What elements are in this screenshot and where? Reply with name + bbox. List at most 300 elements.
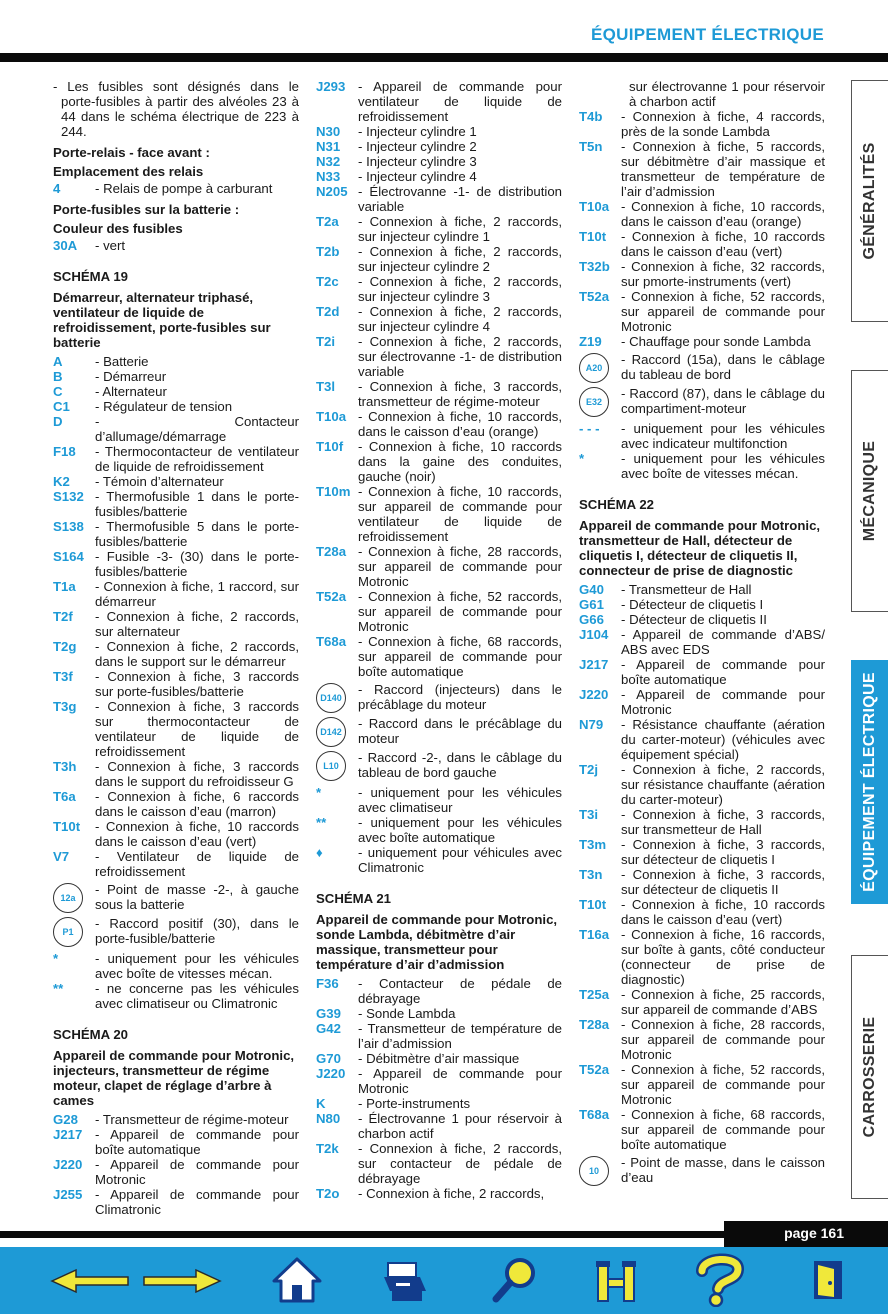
legend-description: - Appareil de commande pour Motronic <box>358 1066 562 1096</box>
legend-key: 30A <box>53 238 78 253</box>
legend-entry <box>53 489 299 519</box>
legend-description: - Raccord -2-, dans le câblage du tableau de bord gauche <box>358 750 562 780</box>
legend-entry <box>316 1006 562 1021</box>
legend-entry <box>316 845 562 875</box>
legend-key: T10m <box>316 484 351 499</box>
legend-key: T2k <box>316 1141 339 1156</box>
connector-symbol: P1 <box>53 917 83 947</box>
legend-description: - Thermofusible 1 dans le porte-fusibles/batterie <box>95 489 299 519</box>
legend-entry <box>53 414 299 444</box>
legend-entry <box>579 657 825 687</box>
legend-key: G39 <box>316 1006 341 1021</box>
legend-description: - Transmetteur de Hall <box>621 582 825 597</box>
legend-description: - Injecteur cylindre 4 <box>358 169 562 184</box>
legend-entry <box>579 807 825 837</box>
legend-key: T10t <box>53 819 81 834</box>
legend-key: J104 <box>579 627 609 642</box>
section-heading: Appareil de commande pour Motronic, sonde Lambda, débitmètre d’air massique, transmetteur pour température d’air d’admission <box>316 912 558 972</box>
legend-entry <box>53 399 299 414</box>
legend-key: T1a <box>53 579 76 594</box>
legend-description: - Alternateur <box>95 384 299 399</box>
legend-entry <box>316 815 562 845</box>
schema-title: SCHÉMA 21 <box>316 891 391 906</box>
section-subheading: Couleur des fusibles <box>53 221 183 236</box>
navigation-bar <box>0 1247 888 1314</box>
legend-key: T52a <box>579 289 610 304</box>
legend-key: ** <box>53 981 64 996</box>
legend-description: - Raccord positif (30), dans le porte-fusible/batterie <box>95 916 299 946</box>
legend-entry <box>53 369 299 384</box>
legend-description: - Thermocontacteur de ventilateur de liquide de refroidissement <box>95 444 299 474</box>
legend-description: - Chauffage pour sonde Lambda <box>621 334 825 349</box>
legend-key: T5n <box>579 139 603 154</box>
tab-generalites-label: GÉNÉRALITÉS <box>861 142 878 260</box>
legend-description: - Connexion à fiche, 2 raccords, sur injecteur cylindre 4 <box>358 304 562 334</box>
legend-key: T25a <box>579 987 610 1002</box>
legend-key: N79 <box>579 717 604 732</box>
legend-description: - vert <box>95 238 299 253</box>
legend-entry <box>579 927 825 987</box>
legend-key: A <box>53 354 63 369</box>
legend-key: ♦ <box>316 845 323 860</box>
legend-entry <box>53 639 299 669</box>
legend-entry <box>579 627 825 657</box>
legend-description: - Connexion à fiche, 16 raccords, sur boîte à gants, côté conducteur (connecteur de prise de diagnostic) <box>621 927 825 987</box>
legend-key: T68a <box>316 634 347 649</box>
legend-entry <box>316 79 562 124</box>
legend-entry <box>579 867 825 897</box>
legend-key: G42 <box>316 1021 341 1036</box>
column-middle <box>316 79 562 1201</box>
legend-entry <box>53 384 299 399</box>
legend-entry-circled <box>316 751 562 781</box>
legend-description: - uniquement pour véhicules avec Climatronic <box>358 845 562 875</box>
legend-key: T52a <box>579 1062 610 1077</box>
legend-description: - Connexion à fiche, 52 raccords, sur appareil de commande pour Motronic <box>621 289 825 334</box>
legend-entry <box>316 976 562 1006</box>
legend-entry-circled <box>579 353 825 383</box>
connector-symbol: L10 <box>316 751 346 781</box>
legend-entry <box>579 897 825 927</box>
legend-key: C <box>53 384 63 399</box>
legend-key: T4b <box>579 109 603 124</box>
legend-key: T28a <box>316 544 347 559</box>
tab-mecanique-label: MÉCANIQUE <box>861 440 878 542</box>
legend-description: - Raccord (87), dans le câblage du compartiment-moteur <box>621 386 825 416</box>
legend-description: - Connexion à fiche, 25 raccords, sur appareil de commande d’ABS <box>621 987 825 1017</box>
legend-key: J220 <box>316 1066 346 1081</box>
legend-description: - Connexion à fiche, 3 raccords sur thermocontacteur de ventilateur de liquide de refroidissement <box>95 699 299 759</box>
legend-entry <box>579 451 825 481</box>
legend-key: S138 <box>53 519 84 534</box>
legend-entry <box>579 1017 825 1062</box>
legend-key: T2b <box>316 244 340 259</box>
legend-entry <box>579 1062 825 1107</box>
legend-entry <box>579 597 825 612</box>
legend-description: - Transmetteur de régime-moteur <box>95 1112 299 1127</box>
arrow-right-icon[interactable] <box>142 1267 222 1295</box>
legend-description: - Connexion à fiche, 5 raccords, sur débitmètre d’air massique et transmetteur de température de l’air d’admission <box>621 139 825 199</box>
legend-entry <box>316 409 562 439</box>
column-left <box>53 79 299 1217</box>
legend-description: - Connexion à fiche, 2 raccords, sur injecteur cylindre 2 <box>358 244 562 274</box>
legend-key: G28 <box>53 1112 78 1127</box>
legend-entry <box>316 154 562 169</box>
legend-description: - Connexion à fiche, 3 raccords, sur détecteur de cliquetis II <box>621 867 825 897</box>
legend-key: G70 <box>316 1051 341 1066</box>
legend-description: - Connexion à fiche, 10 raccords, dans le caisson d’eau (orange) <box>358 409 562 439</box>
legend-description: - Raccord dans le précâblage du moteur <box>358 716 562 746</box>
legend-description: - Batterie <box>95 354 299 369</box>
connector-symbol: D142 <box>316 717 346 747</box>
tab-equipement-electrique-label: ÉQUIPEMENT ÉLECTRIQUE <box>861 672 878 892</box>
legend-entry <box>579 687 825 717</box>
legend-description: - Connexion à fiche, 6 raccords dans le caisson d’eau (marron) <box>95 789 299 819</box>
legend-entry <box>579 762 825 807</box>
legend-description: - Point de masse, dans le caisson d’eau <box>621 1155 825 1185</box>
legend-key: T2g <box>53 639 77 654</box>
legend-key: * <box>579 451 585 466</box>
legend-description: - Porte-instruments <box>358 1096 562 1111</box>
legend-description: - Injecteur cylindre 3 <box>358 154 562 169</box>
legend-key: N33 <box>316 169 341 184</box>
legend-description: - Appareil de commande pour Motronic <box>95 1157 299 1187</box>
legend-key: - - - <box>579 421 600 436</box>
legend-key: K2 <box>53 474 70 489</box>
legend-entry <box>316 1021 562 1051</box>
legend-key: T2c <box>316 274 339 289</box>
tab-generalites[interactable] <box>851 80 888 322</box>
legend-entry <box>316 544 562 589</box>
legend-key: T16a <box>579 927 610 942</box>
legend-entry <box>579 421 825 451</box>
legend-key: T3f <box>53 669 73 684</box>
paragraph: - Les fusibles sont désignés dans le porte-fusibles à partir des alvéoles 23 à 44 dans le schéma électrique de 223 à 244. <box>53 79 299 139</box>
legend-description: - Connexion à fiche, 3 raccords dans le support du refroidisseur G <box>95 759 299 789</box>
legend-entry <box>316 1111 562 1141</box>
column-right <box>579 79 825 1190</box>
legend-description: - uniquement pour les véhicules avec indicateur multifonction <box>621 421 825 451</box>
legend-continuation: sur électrovanne 1 pour réservoir à charbon actif <box>629 79 825 109</box>
legend-key: T3l <box>316 379 336 394</box>
legend-description: - Connexion à fiche, 10 raccords dans le caisson d’eau (vert) <box>95 819 299 849</box>
legend-key: T2j <box>579 762 599 777</box>
legend-key: J220 <box>53 1157 83 1172</box>
legend-description: - Connexion à fiche, 68 raccords, sur appareil de commande pour boîte automatique <box>621 1107 825 1152</box>
legend-description: - Ventilateur de liquide de refroidissement <box>95 849 299 879</box>
legend-key: N30 <box>316 124 341 139</box>
legend-entry <box>53 444 299 474</box>
legend-description: - Connexion à fiche, 10 raccords, sur appareil de commande pour ventilateur de liquide de refroidissement <box>358 484 562 544</box>
legend-description: - uniquement pour les véhicules avec boîte de vitesses mécan. <box>95 951 299 981</box>
legend-entry <box>316 184 562 214</box>
legend-description: - uniquement pour les véhicules avec climatiseur <box>358 785 562 815</box>
legend-description: - Connexion à fiche, 2 raccords, sur résistance chauffante (aération du carter-moteur) <box>621 762 825 807</box>
legend-entry <box>316 634 562 679</box>
legend-key: T2o <box>316 1186 340 1201</box>
legend-key: ** <box>316 815 327 830</box>
legend-entry <box>316 589 562 634</box>
legend-entry <box>53 474 299 489</box>
legend-entry <box>316 1186 562 1201</box>
legend-description: - Connexion à fiche, 32 raccords, sur pmorte-instruments (vert) <box>621 259 825 289</box>
home-icon[interactable] <box>272 1255 322 1305</box>
legend-entry <box>316 1096 562 1111</box>
schema-title: SCHÉMA 20 <box>53 1027 128 1042</box>
legend-description: - uniquement pour les véhicules avec boîte automatique <box>358 815 562 845</box>
legend-entry <box>53 1187 299 1217</box>
legend-description: - Connexion à fiche, 3 raccords sur porte-fusibles/batterie <box>95 669 299 699</box>
tab-equipement-electrique[interactable] <box>851 660 888 904</box>
legend-key: K <box>316 1096 326 1111</box>
legend-key: N32 <box>316 154 341 169</box>
legend-key: N80 <box>316 1111 341 1126</box>
legend-entry <box>579 837 825 867</box>
legend-key: T3g <box>53 699 77 714</box>
legend-entry <box>579 289 825 334</box>
legend-entry <box>53 699 299 759</box>
exit-icon[interactable] <box>808 1257 848 1303</box>
legend-key: T32b <box>579 259 610 274</box>
legend-key: J217 <box>579 657 609 672</box>
legend-description: - Injecteur cylindre 2 <box>358 139 562 154</box>
legend-key: G40 <box>579 582 604 597</box>
legend-description: - Résistance chauffante (aération du carter-moteur) (véhicules avec équipement spécial) <box>621 717 825 762</box>
tab-mecanique[interactable] <box>851 370 888 612</box>
legend-entry <box>316 1051 562 1066</box>
legend-entry <box>316 244 562 274</box>
legend-entry <box>53 609 299 639</box>
legend-description: - Connexion à fiche, 3 raccords, sur transmetteur de Hall <box>621 807 825 837</box>
legend-entry <box>316 124 562 139</box>
legend-description: - Fusible -3- (30) dans le porte-fusibles/batterie <box>95 549 299 579</box>
legend-description: - Appareil de commande pour boîte automatique <box>95 1127 299 1157</box>
legend-description: - Connexion à fiche, 10 raccords, dans le caisson d’eau (orange) <box>621 199 825 229</box>
connector-symbol: 10 <box>579 1156 609 1186</box>
legend-entry <box>316 304 562 334</box>
page-header-title: ÉQUIPEMENT ÉLECTRIQUE <box>591 25 824 44</box>
legend-description: - Débitmètre d’air massique <box>358 1051 562 1066</box>
legend-key: T52a <box>316 589 347 604</box>
section-subheading: Emplacement des relais <box>53 164 204 179</box>
legend-description: - Connexion à fiche, 1 raccord, sur démarreur <box>95 579 299 609</box>
section-heading: Appareil de commande pour Motronic, transmetteur de Hall, détecteur de cliquetis I, détecteur de cliquetis II, connecteur de prise de diagnostic <box>579 518 821 578</box>
legend-description: - uniquement pour les véhicules avec boîte de vitesses mécan. <box>621 451 825 481</box>
section-heading: Porte-relais - face avant : <box>53 145 210 160</box>
legend-key: S132 <box>53 489 84 504</box>
help-icon[interactable] <box>690 1253 750 1307</box>
legend-key: F18 <box>53 444 76 459</box>
legend-entry <box>316 274 562 304</box>
legend-key: T3h <box>53 759 77 774</box>
legend-key: Z19 <box>579 334 602 349</box>
legend-key: N31 <box>316 139 341 154</box>
legend-description: - Connexion à fiche, 10 raccords dans le caisson d’eau (vert) <box>621 229 825 259</box>
legend-entry <box>53 819 299 849</box>
legend-description: - Régulateur de tension <box>95 399 299 414</box>
legend-entry <box>579 199 825 229</box>
legend-key: T2d <box>316 304 340 319</box>
legend-description: - Appareil de commande pour Climatronic <box>95 1187 299 1217</box>
legend-description: - Témoin d’alternateur <box>95 474 299 489</box>
legend-description: - Contacteur de pédale de débrayage <box>358 976 562 1006</box>
index-icon[interactable] <box>592 1257 642 1305</box>
legend-key: T3i <box>579 807 599 822</box>
legend-description: - Connexion à fiche, 28 raccords, sur appareil de commande pour Motronic <box>621 1017 825 1062</box>
legend-key: T28a <box>579 1017 610 1032</box>
legend-key: 4 <box>53 181 61 196</box>
legend-entry <box>316 1066 562 1096</box>
legend-entry <box>53 354 299 369</box>
legend-description: - Détecteur de cliquetis I <box>621 597 825 612</box>
section-heading: Démarreur, alternateur triphasé, ventilateur de liquide de refroidissement, porte-fusibles sur batterie <box>53 290 271 350</box>
legend-key: T2f <box>53 609 73 624</box>
legend-description: - Connexion à fiche, 2 raccords, dans le support sur le démarreur <box>95 639 299 669</box>
legend-entry <box>53 181 299 196</box>
legend-key: T2i <box>316 334 336 349</box>
legend-entry <box>53 669 299 699</box>
connector-symbol: A20 <box>579 353 609 383</box>
legend-key: T10a <box>579 199 610 214</box>
legend-description: - Raccord (15a), dans le câblage du tableau de bord <box>621 352 825 382</box>
legend-entry <box>53 981 299 1011</box>
schema-title: SCHÉMA 22 <box>579 497 654 512</box>
legend-description: - Appareil de commande d’ABS/ ABS avec EDS <box>621 627 825 657</box>
legend-entry <box>316 379 562 409</box>
section-heading: Porte-fusibles sur la batterie : <box>53 202 240 217</box>
legend-description: - Électrovanne 1 pour réservoir à charbon actif <box>358 1111 562 1141</box>
legend-key: T10a <box>316 409 347 424</box>
legend-key: * <box>316 785 322 800</box>
legend-key: J220 <box>579 687 609 702</box>
tab-carrosserie-label: CARROSSERIE <box>861 1016 878 1138</box>
legend-entry-circled <box>316 717 562 747</box>
legend-entry <box>579 717 825 762</box>
legend-key: T3m <box>579 837 607 852</box>
legend-entry <box>579 259 825 289</box>
legend-entry <box>53 951 299 981</box>
legend-description: - Connexion à fiche, 28 raccords, sur appareil de commande pour Motronic <box>358 544 562 589</box>
legend-entry <box>316 169 562 184</box>
legend-entry <box>579 109 825 139</box>
legend-description: - Connexion à fiche, 2 raccords, sur alternateur <box>95 609 299 639</box>
legend-key: T68a <box>579 1107 610 1122</box>
legend-entry <box>53 1157 299 1187</box>
legend-entry <box>316 785 562 815</box>
legend-description: - Connexion à fiche, 4 raccords, près de la sonde Lambda <box>621 109 825 139</box>
legend-description: - Connexion à fiche, 2 raccords, sur électrovanne -1- de distribution variable <box>358 334 562 379</box>
legend-description: - Point de masse -2-, à gauche sous la batterie <box>95 882 299 912</box>
legend-description: - Relais de pompe à carburant <box>95 181 299 196</box>
legend-key: T10t <box>579 897 607 912</box>
legend-description: - Connexion à fiche, 2 raccords, sur injecteur cylindre 3 <box>358 274 562 304</box>
legend-entry <box>579 612 825 627</box>
legend-entry <box>53 1127 299 1157</box>
schema-title: SCHÉMA 19 <box>53 269 128 284</box>
legend-entry <box>53 579 299 609</box>
connector-symbol: D140 <box>316 683 346 713</box>
legend-entry <box>316 484 562 544</box>
legend-description: - Électrovanne -1- de distribution variable <box>358 184 562 214</box>
legend-description: - Connexion à fiche, 3 raccords, sur détecteur de cliquetis I <box>621 837 825 867</box>
legend-key: V7 <box>53 849 70 864</box>
section-heading: Appareil de commande pour Motronic, injecteurs, transmetteur de régime moteur, clapet de réglage d’arbre à cames <box>53 1048 295 1108</box>
legend-description: - Connexion à fiche, 10 raccords dans le caisson d’eau (vert) <box>621 897 825 927</box>
legend-key: T6a <box>53 789 76 804</box>
legend-key: B <box>53 369 63 384</box>
legend-entry-circled <box>579 387 825 417</box>
legend-key: N205 <box>316 184 348 199</box>
legend-description: - Thermofusible 5 dans le porte-fusibles/batterie <box>95 519 299 549</box>
legend-description: - Injecteur cylindre 1 <box>358 124 562 139</box>
legend-entry <box>53 1112 299 1127</box>
legend-key: J293 <box>316 79 346 94</box>
legend-entry <box>579 987 825 1017</box>
legend-entry-circled <box>579 1156 825 1186</box>
legend-key: D <box>53 414 63 429</box>
arrow-left-icon[interactable] <box>50 1267 130 1295</box>
legend-description: - Contacteur d’allumage/démarrage <box>95 414 299 444</box>
legend-description: - Connexion à fiche, 52 raccords, sur appareil de commande pour Motronic <box>358 589 562 634</box>
legend-description: - Connexion à fiche, 68 raccords, sur appareil de commande pour boîte automatique <box>358 634 562 679</box>
legend-key: G61 <box>579 597 604 612</box>
print-icon[interactable] <box>380 1257 430 1305</box>
legend-entry <box>579 229 825 259</box>
legend-description: - ne concerne pas les véhicules avec climatiseur ou Climatronic <box>95 981 299 1011</box>
legend-entry <box>316 334 562 379</box>
legend-key: T10f <box>316 439 344 454</box>
legend-key: J255 <box>53 1187 83 1202</box>
legend-description: - Transmetteur de température de l’air d’admission <box>358 1021 562 1051</box>
legend-key: G66 <box>579 612 604 627</box>
legend-description: - Détecteur de cliquetis II <box>621 612 825 627</box>
legend-description: - Connexion à fiche, 2 raccords, sur injecteur cylindre 1 <box>358 214 562 244</box>
legend-entry <box>579 139 825 199</box>
legend-description: - Appareil de commande pour Motronic <box>621 687 825 717</box>
legend-entry <box>579 334 825 349</box>
legend-entry <box>53 238 299 253</box>
tab-carrosserie[interactable] <box>851 955 888 1199</box>
legend-entry <box>316 214 562 244</box>
legend-entry <box>316 439 562 484</box>
legend-key: T3n <box>579 867 603 882</box>
legend-description: - Appareil de commande pour ventilateur de liquide de refroidissement <box>358 79 562 124</box>
legend-key: C1 <box>53 399 70 414</box>
legend-key: T10t <box>579 229 607 244</box>
connector-symbol: 12a <box>53 883 83 913</box>
header-rule <box>0 53 888 62</box>
legend-key: T2a <box>316 214 339 229</box>
legend-key: J217 <box>53 1127 83 1142</box>
legend-description: - Connexion à fiche, 2 raccords, <box>358 1186 562 1201</box>
legend-key: F36 <box>316 976 339 991</box>
search-icon[interactable] <box>490 1255 540 1305</box>
legend-entry <box>316 139 562 154</box>
legend-description: - Raccord (injecteurs) dans le précâblage du moteur <box>358 682 562 712</box>
legend-key: S164 <box>53 549 84 564</box>
legend-entry <box>53 789 299 819</box>
legend-entry <box>316 1141 562 1186</box>
legend-entry <box>579 1107 825 1152</box>
page-number: page 161 <box>784 1225 844 1241</box>
legend-entry-circled <box>316 683 562 713</box>
legend-description: - Appareil de commande pour boîte automatique <box>621 657 825 687</box>
legend-description: - Connexion à fiche, 10 raccords dans la gaine des conduites, gauche (noir) <box>358 439 562 484</box>
legend-description: - Connexion à fiche, 3 raccords, transmetteur de régime-moteur <box>358 379 562 409</box>
legend-key: * <box>53 951 59 966</box>
legend-entry <box>53 549 299 579</box>
legend-entry <box>53 849 299 879</box>
